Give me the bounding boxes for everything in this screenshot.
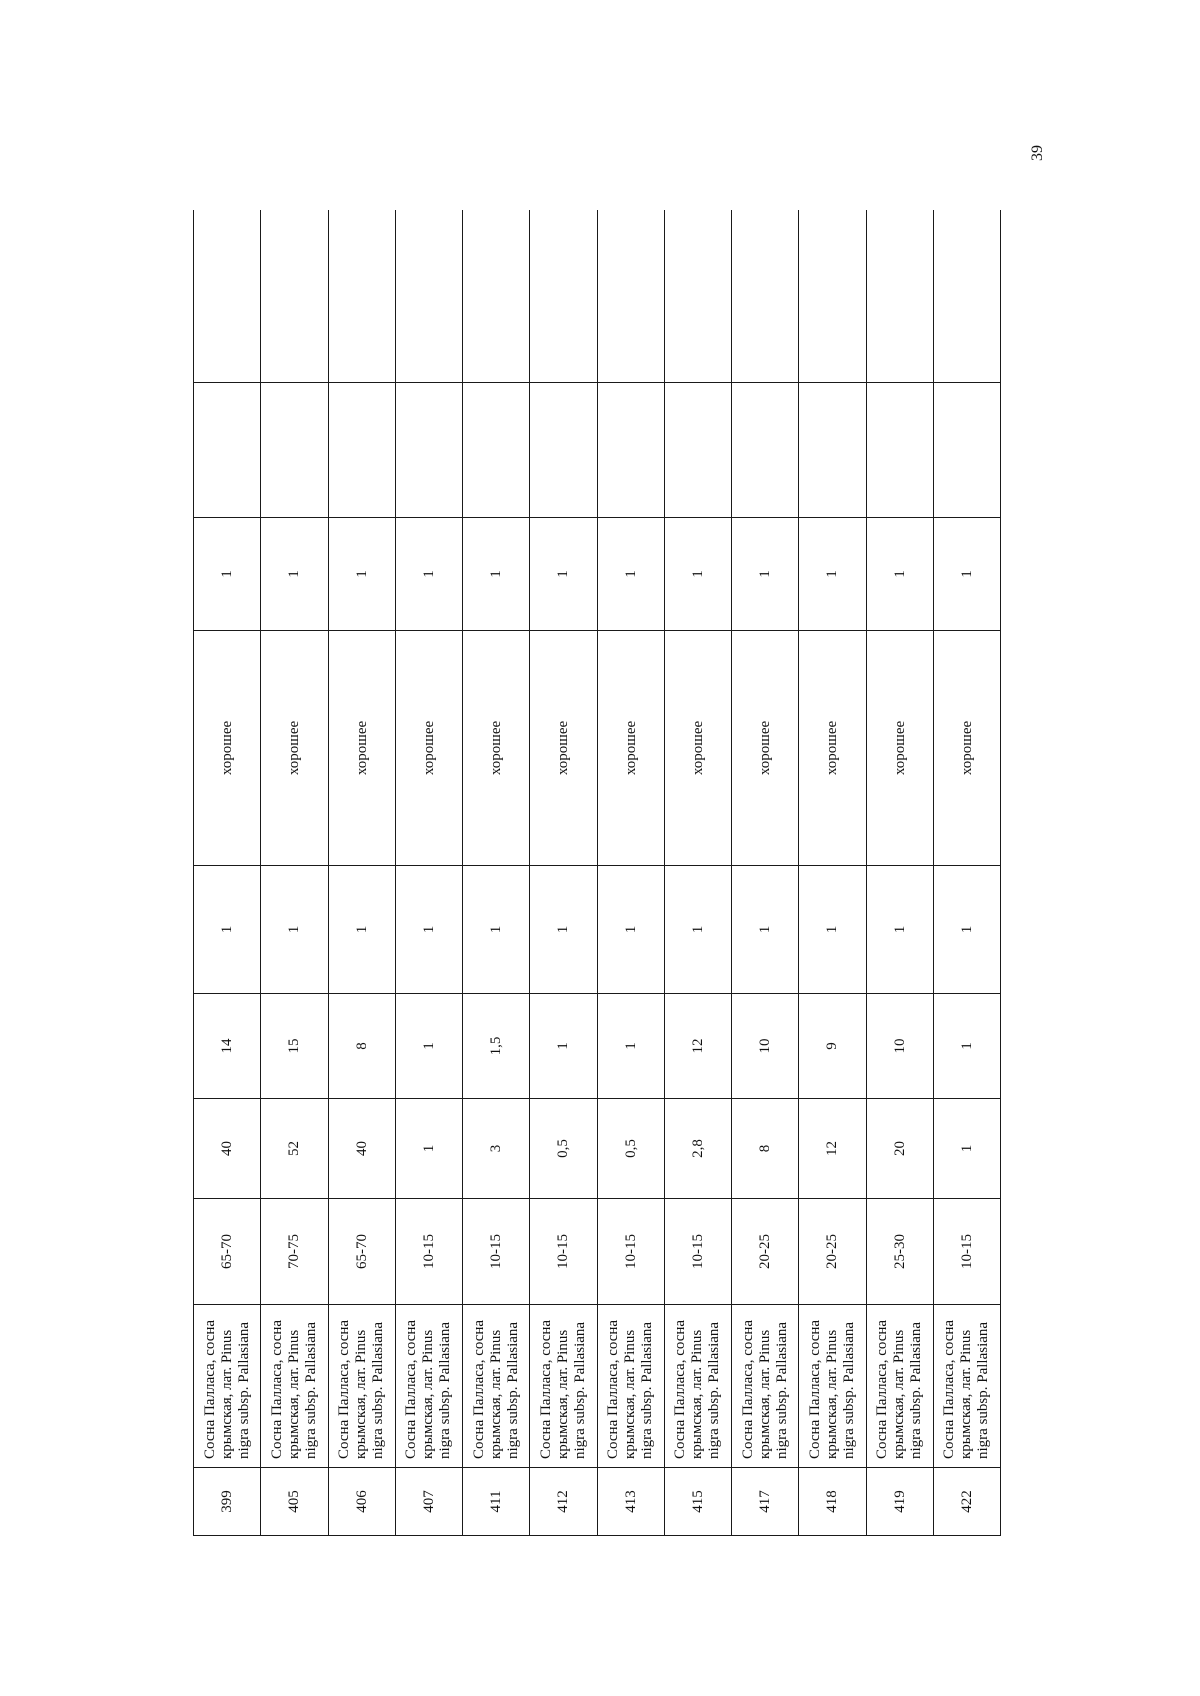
cell-empty xyxy=(194,210,261,383)
cell-age: 65-70 xyxy=(194,1199,261,1305)
cell-diameter: 20 xyxy=(866,1099,933,1199)
species-line: Сосна Палласа, сосна xyxy=(806,1319,823,1459)
cell-category: 1 xyxy=(597,518,664,631)
cell-count: 1 xyxy=(328,866,395,994)
species-line: nigra subsp. Pallasiana xyxy=(302,1321,319,1459)
cell-age: 10-15 xyxy=(664,1199,731,1305)
cell-category: 1 xyxy=(866,518,933,631)
cell-height: 1 xyxy=(395,994,462,1099)
cell-height: 8 xyxy=(328,994,395,1099)
cell-age: 10-15 xyxy=(597,1199,664,1305)
species-line: крымская, лат. Pinus xyxy=(756,1329,773,1459)
cell-condition: хорошее xyxy=(530,631,597,866)
species-line: nigra subsp. Pallasiana xyxy=(706,1321,723,1459)
table-row xyxy=(597,210,664,1536)
cell-category: 1 xyxy=(664,518,731,631)
cell-age: 65-70 xyxy=(328,1199,395,1305)
cell-condition: хорошее xyxy=(463,631,530,866)
cell-count: 1 xyxy=(866,866,933,994)
cell-age: 10-15 xyxy=(933,1199,1000,1305)
cell-category: 1 xyxy=(261,518,328,631)
cell-count: 1 xyxy=(194,866,261,994)
table-rotated-frame xyxy=(193,210,1001,1536)
cell-count: 1 xyxy=(933,866,1000,994)
species-line: крымская, лат. Pinus xyxy=(420,1329,437,1459)
table-row xyxy=(463,210,530,1536)
cell-age: 70-75 xyxy=(261,1199,328,1305)
species-line: крымская, лат. Pinus xyxy=(554,1329,571,1459)
cell-empty xyxy=(664,383,731,518)
cell-species xyxy=(597,1305,664,1468)
species-line: nigra subsp. Pallasiana xyxy=(235,1321,252,1459)
species-line: Сосна Палласа, сосна xyxy=(672,1319,689,1459)
species-line: Сосна Палласа, сосна xyxy=(336,1319,353,1459)
cell-empty xyxy=(530,383,597,518)
cell-number: 411 xyxy=(463,1468,530,1536)
table-row xyxy=(395,210,462,1536)
cell-species xyxy=(799,1305,866,1468)
cell-empty xyxy=(261,383,328,518)
cell-condition: хорошее xyxy=(866,631,933,866)
species-line: Сосна Палласа, сосна xyxy=(605,1319,622,1459)
cell-category: 1 xyxy=(395,518,462,631)
cell-number: 419 xyxy=(866,1468,933,1536)
species-line: nigra subsp. Pallasiana xyxy=(975,1321,992,1459)
cell-species xyxy=(463,1305,530,1468)
cell-number: 415 xyxy=(664,1468,731,1536)
cell-age: 20-25 xyxy=(732,1199,799,1305)
cell-number: 418 xyxy=(799,1468,866,1536)
cell-diameter: 1 xyxy=(395,1099,462,1199)
cell-condition: хорошее xyxy=(395,631,462,866)
cell-category: 1 xyxy=(463,518,530,631)
cell-age: 25-30 xyxy=(866,1199,933,1305)
cell-age: 10-15 xyxy=(395,1199,462,1305)
species-line: Сосна Палласа, сосна xyxy=(874,1319,891,1459)
cell-empty xyxy=(194,383,261,518)
cell-count: 1 xyxy=(597,866,664,994)
cell-species xyxy=(866,1305,933,1468)
cell-condition: хорошее xyxy=(664,631,731,866)
cell-height: 9 xyxy=(799,994,866,1099)
species-line: Сосна Палласа, сосна xyxy=(201,1319,218,1459)
species-line: nigra subsp. Pallasiana xyxy=(437,1321,454,1459)
cell-species xyxy=(664,1305,731,1468)
cell-height: 10 xyxy=(866,994,933,1099)
species-line: nigra subsp. Pallasiana xyxy=(504,1321,521,1459)
species-line: крымская, лат. Pinus xyxy=(823,1329,840,1459)
species-line: крымская, лат. Pinus xyxy=(218,1329,235,1459)
cell-number: 417 xyxy=(732,1468,799,1536)
species-line: крымская, лат. Pinus xyxy=(353,1329,370,1459)
cell-diameter: 12 xyxy=(799,1099,866,1199)
cell-number: 413 xyxy=(597,1468,664,1536)
cell-diameter: 52 xyxy=(261,1099,328,1199)
table-row xyxy=(530,210,597,1536)
cell-diameter: 40 xyxy=(328,1099,395,1199)
cell-empty xyxy=(866,210,933,383)
cell-species xyxy=(732,1305,799,1468)
species-line: крымская, лат. Pinus xyxy=(487,1329,504,1459)
species-line: nigra subsp. Pallasiana xyxy=(639,1321,656,1459)
cell-category: 1 xyxy=(732,518,799,631)
cell-diameter: 1 xyxy=(933,1099,1000,1199)
cell-count: 1 xyxy=(261,866,328,994)
species-line: Сосна Палласа, сосна xyxy=(537,1319,554,1459)
cell-empty xyxy=(597,210,664,383)
cell-height: 1 xyxy=(530,994,597,1099)
cell-empty xyxy=(261,210,328,383)
cell-empty xyxy=(395,383,462,518)
cell-condition: хорошее xyxy=(799,631,866,866)
table-row xyxy=(933,210,1000,1536)
cell-empty xyxy=(933,383,1000,518)
table-row xyxy=(866,210,933,1536)
cell-empty xyxy=(463,210,530,383)
cell-condition: хорошее xyxy=(732,631,799,866)
species-line: крымская, лат. Pinus xyxy=(958,1329,975,1459)
cell-empty xyxy=(328,383,395,518)
cell-height: 10 xyxy=(732,994,799,1099)
cell-count: 1 xyxy=(530,866,597,994)
species-line: Сосна Палласа, сосна xyxy=(941,1319,958,1459)
cell-age: 10-15 xyxy=(463,1199,530,1305)
cell-number: 407 xyxy=(395,1468,462,1536)
cell-species xyxy=(395,1305,462,1468)
species-line: Сосна Палласа, сосна xyxy=(739,1319,756,1459)
table-body xyxy=(194,210,1001,1536)
species-line: Сосна Палласа, сосна xyxy=(470,1319,487,1459)
cell-category: 1 xyxy=(530,518,597,631)
cell-condition: хорошее xyxy=(933,631,1000,866)
cell-count: 1 xyxy=(799,866,866,994)
cell-category: 1 xyxy=(194,518,261,631)
page-number: 39 xyxy=(1029,145,1046,161)
cell-diameter: 3 xyxy=(463,1099,530,1199)
cell-diameter: 0,5 xyxy=(530,1099,597,1199)
cell-condition: хорошее xyxy=(261,631,328,866)
cell-species xyxy=(194,1305,261,1468)
cell-category: 1 xyxy=(933,518,1000,631)
table-row xyxy=(799,210,866,1536)
table-container xyxy=(193,210,1001,1536)
species-line: nigra subsp. Pallasiana xyxy=(370,1321,387,1459)
cell-height: 12 xyxy=(664,994,731,1099)
cell-diameter: 0,5 xyxy=(597,1099,664,1199)
cell-empty xyxy=(799,383,866,518)
cell-count: 1 xyxy=(395,866,462,994)
cell-species xyxy=(933,1305,1000,1468)
species-line: nigra subsp. Pallasiana xyxy=(908,1321,925,1459)
species-line: крымская, лат. Pinus xyxy=(622,1329,639,1459)
cell-empty xyxy=(933,210,1000,383)
cell-count: 1 xyxy=(732,866,799,994)
cell-diameter: 2,8 xyxy=(664,1099,731,1199)
cell-condition: хорошее xyxy=(328,631,395,866)
cell-species xyxy=(530,1305,597,1468)
cell-number: 406 xyxy=(328,1468,395,1536)
cell-age: 10-15 xyxy=(530,1199,597,1305)
cell-height: 1 xyxy=(597,994,664,1099)
cell-species xyxy=(328,1305,395,1468)
cell-number: 412 xyxy=(530,1468,597,1536)
table-row xyxy=(328,210,395,1536)
cell-height: 1 xyxy=(933,994,1000,1099)
cell-empty xyxy=(328,210,395,383)
cell-condition: хорошее xyxy=(597,631,664,866)
cell-number: 422 xyxy=(933,1468,1000,1536)
cell-empty xyxy=(664,210,731,383)
table-row xyxy=(261,210,328,1536)
cell-empty xyxy=(597,383,664,518)
cell-empty xyxy=(395,210,462,383)
cell-empty xyxy=(866,383,933,518)
species-line: nigra subsp. Pallasiana xyxy=(773,1321,790,1459)
species-line: Сосна Палласа, сосна xyxy=(268,1319,285,1459)
tree-inventory-table xyxy=(193,210,1001,1536)
cell-empty xyxy=(799,210,866,383)
species-line: крымская, лат. Pinus xyxy=(285,1329,302,1459)
table-row xyxy=(194,210,261,1536)
cell-empty xyxy=(732,210,799,383)
cell-count: 1 xyxy=(664,866,731,994)
cell-age: 20-25 xyxy=(799,1199,866,1305)
cell-empty xyxy=(463,383,530,518)
species-line: nigra subsp. Pallasiana xyxy=(840,1321,857,1459)
species-line: nigra subsp. Pallasiana xyxy=(571,1321,588,1459)
species-line: крымская, лат. Pinus xyxy=(891,1329,908,1459)
cell-height: 15 xyxy=(261,994,328,1099)
cell-category: 1 xyxy=(328,518,395,631)
cell-number: 405 xyxy=(261,1468,328,1536)
cell-height: 1,5 xyxy=(463,994,530,1099)
species-line: крымская, лат. Pinus xyxy=(689,1329,706,1459)
cell-category: 1 xyxy=(799,518,866,631)
cell-condition: хорошее xyxy=(194,631,261,866)
cell-diameter: 8 xyxy=(732,1099,799,1199)
table-row xyxy=(732,210,799,1536)
species-line: Сосна Палласа, сосна xyxy=(403,1319,420,1459)
cell-empty xyxy=(732,383,799,518)
cell-species xyxy=(261,1305,328,1468)
table-row xyxy=(664,210,731,1536)
cell-diameter: 40 xyxy=(194,1099,261,1199)
cell-count: 1 xyxy=(463,866,530,994)
cell-height: 14 xyxy=(194,994,261,1099)
cell-empty xyxy=(530,210,597,383)
cell-number: 399 xyxy=(194,1468,261,1536)
